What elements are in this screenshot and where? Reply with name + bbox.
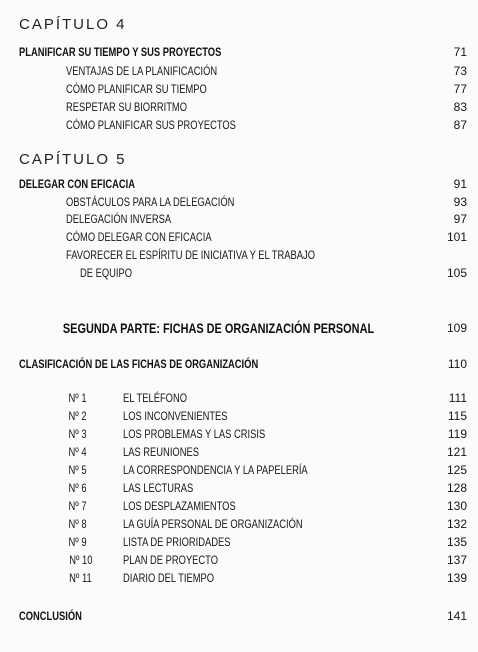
ficha-number: Nº 5: [68, 463, 87, 477]
toc-page-number: 97: [453, 212, 467, 226]
ficha-page: 121: [446, 445, 467, 459]
chapter-4-section-page: 71: [453, 45, 467, 59]
chapter-4-section-title[interactable]: PLANIFICAR SU TIEMPO Y SUS PROYECTOS: [19, 45, 222, 59]
ficha-page: 128: [446, 481, 467, 495]
toc-page-number: 101: [446, 230, 467, 244]
toc-entry[interactable]: FAVORECER EL ESPÍRITU DE INICIATIVA Y EL TRABAJO: [66, 248, 315, 262]
toc-page-number: 73: [453, 64, 467, 78]
chapter-5-section-page: 91: [453, 177, 467, 191]
conclusion-page: 141: [446, 609, 467, 623]
ficha-title[interactable]: PLAN DE PROYECTO: [123, 553, 219, 567]
toc-page-number: 87: [453, 118, 467, 132]
ficha-title[interactable]: LAS LECTURAS: [123, 481, 194, 495]
toc-page-number: 93: [453, 195, 467, 209]
toc-entry[interactable]: CÓMO PLANIFICAR SU TIEMPO: [66, 82, 207, 96]
toc-page-number: 77: [453, 82, 467, 96]
toc-entry[interactable]: DELEGACIÓN INVERSA: [66, 212, 172, 226]
ficha-page: 137: [446, 553, 467, 567]
ficha-title[interactable]: EL TELÉFONO: [123, 391, 187, 405]
ficha-number: Nº 9: [68, 535, 87, 549]
ficha-page: 111: [448, 391, 467, 405]
toc-entry[interactable]: OBSTÁCULOS PARA LA DELEGACIÓN: [66, 195, 235, 209]
ficha-number: Nº 8: [68, 517, 87, 531]
ficha-number: Nº 11: [69, 571, 92, 585]
ficha-number: Nº 2: [68, 409, 87, 423]
toc-entry-continuation[interactable]: DE EQUIPO: [80, 266, 133, 280]
toc-entry[interactable]: CÓMO PLANIFICAR SUS PROYECTOS: [66, 118, 236, 132]
ficha-title[interactable]: LISTA DE PRIORIDADES: [123, 535, 231, 549]
classification-page: 110: [447, 357, 467, 371]
toc-page-number: 105: [446, 266, 467, 280]
ficha-page: 125: [446, 463, 467, 477]
ficha-page: 132: [446, 517, 467, 531]
ficha-page: 130: [446, 499, 467, 513]
ficha-title[interactable]: LA GUÍA PERSONAL DE ORGANIZACIÓN: [123, 517, 303, 531]
ficha-number: Nº 10: [69, 553, 93, 567]
ficha-page: 115: [447, 409, 467, 423]
toc-entry[interactable]: VENTAJAS DE LA PLANIFICACIÓN: [66, 64, 218, 78]
ficha-page: 119: [447, 427, 467, 441]
classification-title[interactable]: CLASIFICACIÓN DE LAS FICHAS DE ORGANIZACIÓN: [19, 357, 259, 371]
ficha-number: Nº 4: [68, 445, 87, 459]
ficha-number: Nº 7: [68, 499, 87, 513]
ficha-title[interactable]: LA CORRESPONDENCIA Y LA PAPELERÍA: [123, 463, 308, 477]
ficha-title[interactable]: LOS DESPLAZAMIENTOS: [123, 499, 236, 513]
ficha-number: Nº 6: [68, 481, 87, 495]
toc-entry[interactable]: RESPETAR SU BIORRITMO: [66, 100, 188, 114]
toc-page-number: 83: [453, 100, 467, 114]
ficha-number: Nº 1: [68, 391, 87, 405]
ficha-number: Nº 3: [68, 427, 87, 441]
ficha-title[interactable]: LOS INCONVENIENTES: [123, 409, 228, 423]
part-two-page: 109: [446, 321, 467, 335]
ficha-page: 135: [446, 535, 467, 549]
toc-entry[interactable]: CÓMO DELEGAR CON EFICACIA: [66, 230, 212, 244]
chapter-4-heading: CAPÍTULO 4: [19, 16, 127, 33]
part-two-title[interactable]: SEGUNDA PARTE: FICHAS DE ORGANIZACIÓN PERSONAL: [62, 320, 375, 336]
chapter-5-heading: CAPÍTULO 5: [19, 151, 127, 168]
ficha-page: 139: [446, 571, 467, 585]
ficha-title[interactable]: LAS REUNIONES: [123, 445, 199, 459]
conclusion-title[interactable]: CONCLUSIÓN: [19, 609, 82, 623]
ficha-title[interactable]: DIARIO DEL TIEMPO: [123, 571, 215, 585]
chapter-5-section-title[interactable]: DELEGAR CON EFICACIA: [19, 177, 135, 191]
ficha-title[interactable]: LOS PROBLEMAS Y LAS CRISIS: [123, 427, 266, 441]
